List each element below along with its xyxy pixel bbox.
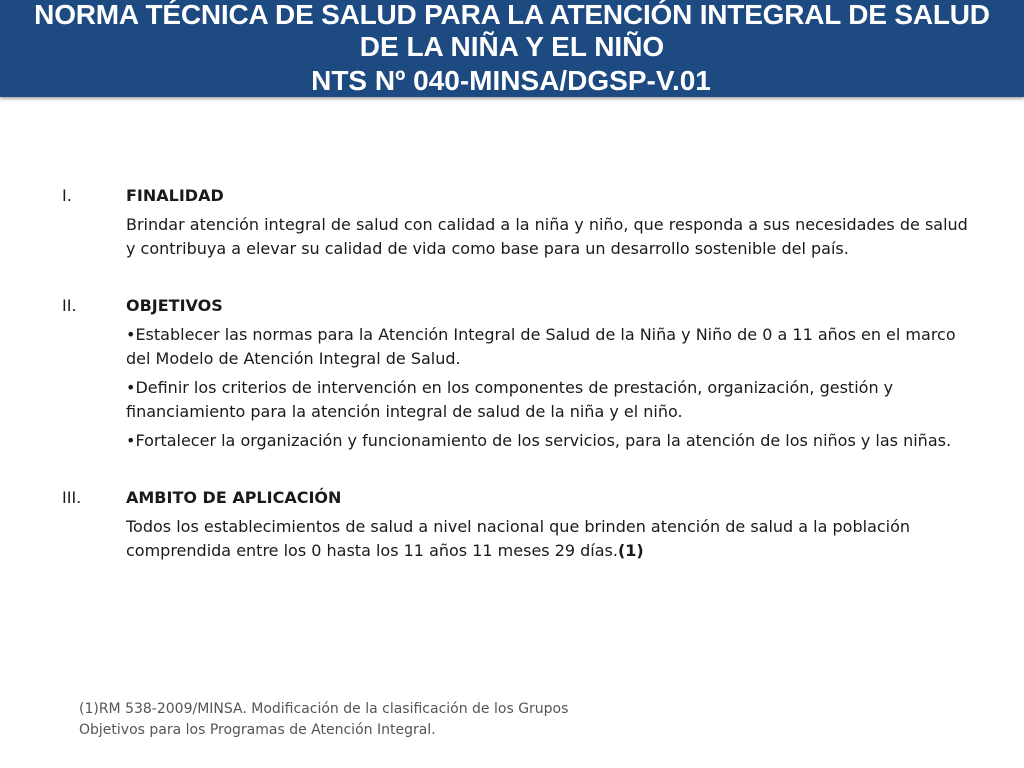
- section-heading-finalidad: FINALIDAD: [126, 186, 224, 205]
- objective-bullet: •Definir los criterios de intervención en los componentes de prestación, organización, gestión y financiamiento para la atención integral de salud de la niña y el niño.: [126, 378, 894, 421]
- section-numeral: I.: [62, 186, 72, 205]
- title-line-2: DE LA NIÑA Y EL NIÑO: [359, 31, 665, 62]
- section-paragraph: [126, 515, 976, 563]
- section-paragraph: Brindar atención integral de salud con calidad a la niña y niño, que responda a sus necesidades de salud y contribuya a elevar su calidad de vida como base para un desarrollo sostenible del país.: [126, 215, 968, 258]
- title-banner: [0, 0, 1024, 97]
- objective-bullet: •Establecer las normas para la Atención Integral de Salud de la Niña y Niño de 0 a 11 años en el marco del Modelo de Atención Integral de Salud.: [126, 325, 956, 368]
- footnote-reference: (1): [617, 541, 644, 560]
- objective-bullet: •Fortalecer la organización y funcionamiento de los servicios, para la atención de los niños y las niñas.: [126, 431, 952, 450]
- section-numeral: III.: [62, 488, 82, 507]
- ambito-text: Todos los establecimientos de salud a nivel nacional que brinden atención de salud a la población comprendida entre los 0 hasta los 11 años 11 meses 29 días.: [126, 517, 911, 560]
- title-line-1: NORMA TÉCNICA DE SALUD PARA LA ATENCIÓN INTEGRAL DE SALUD: [34, 0, 990, 30]
- section-heading-ambito: AMBITO DE APLICACIÓN: [126, 488, 342, 507]
- section-heading-objetivos: OBJETIVOS: [126, 296, 223, 315]
- footnote: (1)RM 538-2009/MINSA. Modificación de la clasificación de los Grupos Objetivos para los Programas de Atención Integral.: [79, 701, 569, 738]
- title-line-3: NTS Nº 040-MINSA/DGSP-V.01: [311, 65, 711, 96]
- section-numeral: II.: [62, 296, 77, 315]
